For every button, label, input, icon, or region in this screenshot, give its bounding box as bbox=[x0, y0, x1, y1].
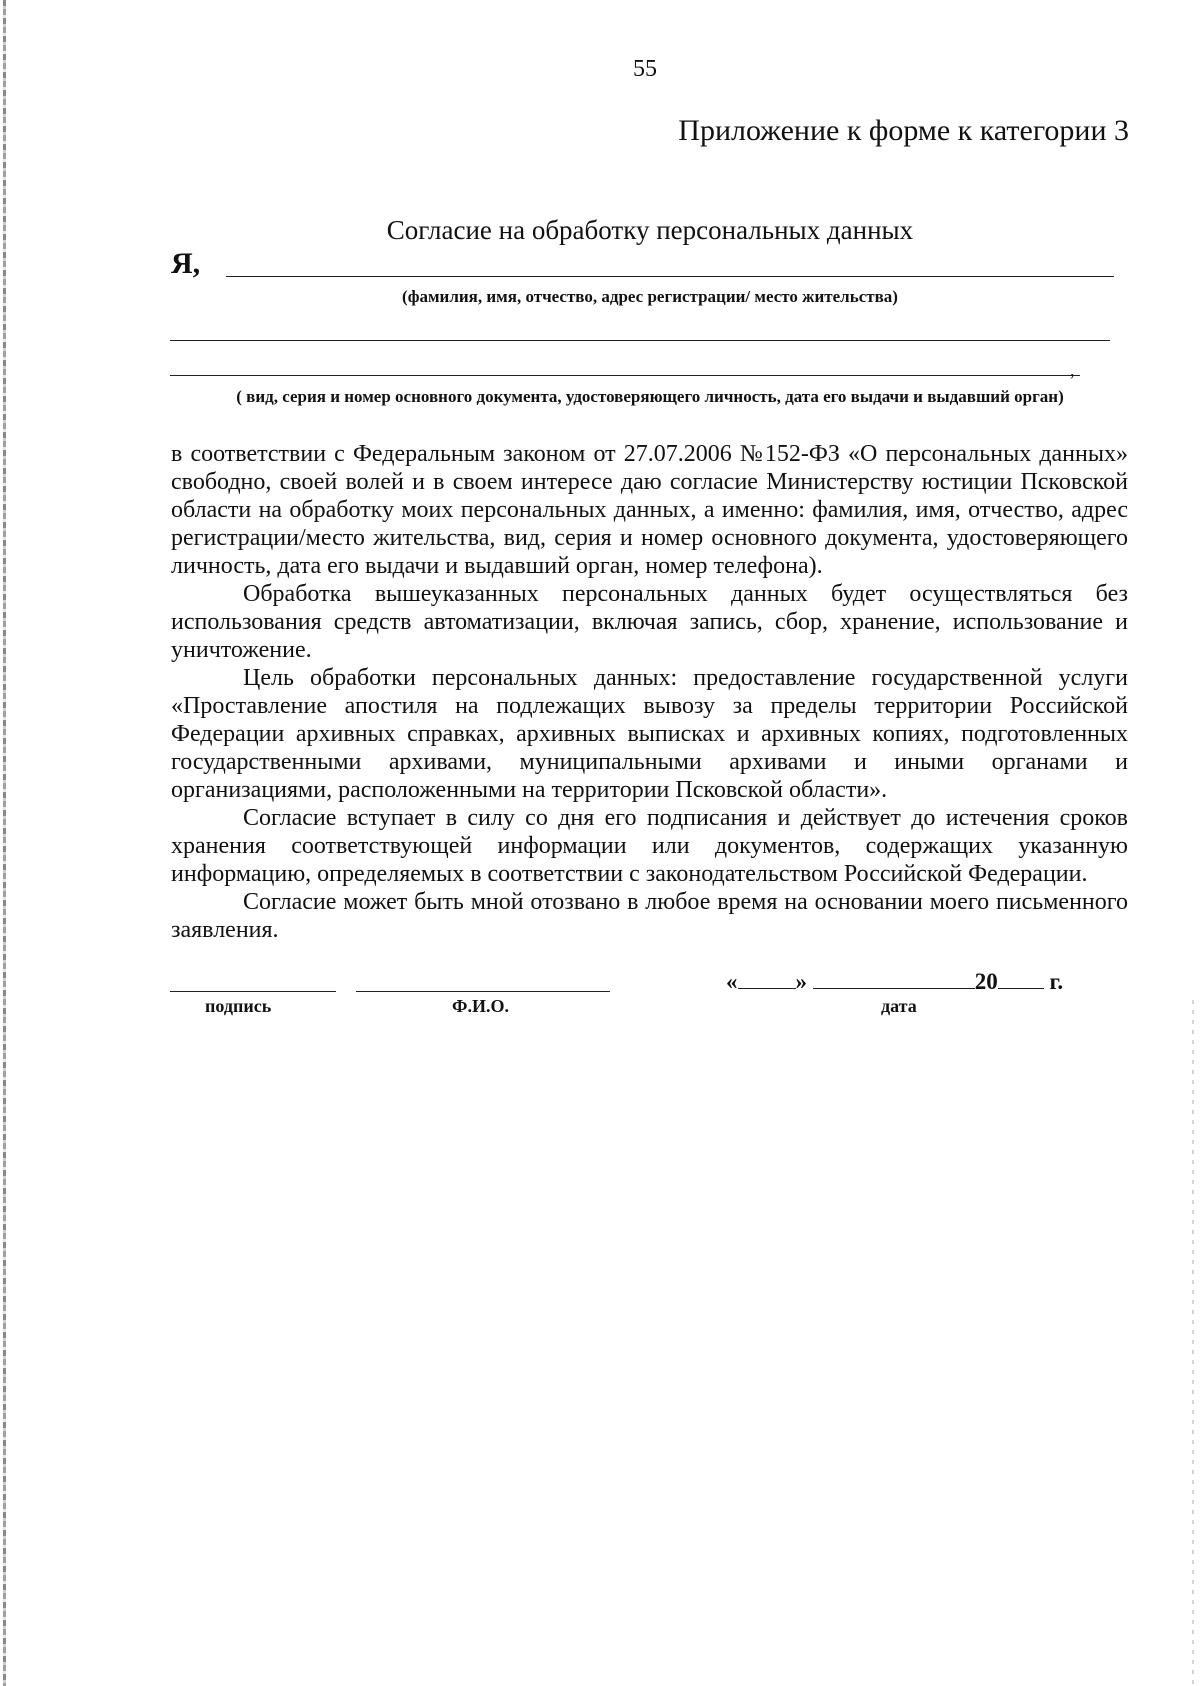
consent-body bbox=[171, 440, 1128, 944]
paragraph-revocation: Согласие может быть мной отозвано в любое время на основании моего письменного заявления. bbox=[171, 889, 1128, 943]
day-field[interactable] bbox=[738, 968, 796, 989]
year-suffix: г. bbox=[1049, 969, 1064, 994]
paragraph-processing: Обработка вышеуказанных персональных данных будет осуществляться без использования средств автоматизации, включая запись, сбор, хранение, использование и уничтожение. bbox=[171, 581, 1128, 663]
fio-line[interactable] bbox=[356, 991, 610, 992]
paragraph-law: в соответствии с Федеральным законом от 27.07.2006 №152-ФЗ «О персональных данных» свободно, своей волей и в своем интересе даю согласие Министерству юстиции Псковской области на обработку моих персональных данных, а именно: фамилия, имя, отчество, адрес регистрации/место жительства, вид, серия и номер основного документа, удостоверяющего личность, дата его выдачи и выдавший орган, номер телефона). bbox=[171, 441, 1128, 579]
appendix-heading: Приложение к форме к категории 3 bbox=[678, 114, 1129, 147]
signature-caption: подпись bbox=[205, 996, 272, 1016]
date-open-quote: « bbox=[726, 969, 738, 994]
scan-edge bbox=[3, 0, 6, 1686]
fio-caption: Ф.И.О. bbox=[452, 996, 509, 1016]
paragraph-purpose: Цель обработки персональных данных: предоставление государственной услуги «Проставление апостиля на подлежащих вывозу за пределы территории Российской Федерации архивных справках, архивных выписках и архивных копиях, подготовленных государственными архивами, муниципальными архивами и иными органами и организациями, расположенными на территории Псковской области». bbox=[171, 665, 1128, 803]
date-close-quote: » bbox=[795, 969, 807, 994]
date-row bbox=[726, 968, 1063, 995]
signature-line[interactable] bbox=[170, 991, 336, 992]
document-field-line[interactable] bbox=[170, 375, 1080, 376]
comma-mark: , bbox=[1070, 360, 1075, 380]
scan-edge-right bbox=[1192, 1000, 1194, 1686]
date-caption: дата bbox=[881, 996, 917, 1016]
document-field-caption: ( вид, серия и номер основного документа, удостоверяющего личность, дата его выдачи и выдавший орган) bbox=[236, 387, 1064, 406]
month-field[interactable] bbox=[813, 968, 975, 989]
address-field-line[interactable] bbox=[170, 340, 1110, 341]
year-field[interactable] bbox=[998, 968, 1044, 989]
ya-label: Я, bbox=[171, 247, 201, 280]
name-field-caption: (фамилия, имя, отчество, адрес регистрации/ место жительства) bbox=[402, 287, 898, 306]
paragraph-validity: Согласие вступает в силу со дня его подписания и действует до истечения сроков хранения соответствующей информации или документов, содержащих указанную информацию, определяемых в соответствии с законодательством Российской Федерации. bbox=[171, 805, 1128, 887]
year-prefix: 20 bbox=[974, 969, 998, 994]
name-field-line[interactable] bbox=[226, 276, 1114, 277]
page-number: 55 bbox=[633, 56, 657, 82]
document-title: Согласие на обработку персональных данных bbox=[386, 215, 914, 245]
